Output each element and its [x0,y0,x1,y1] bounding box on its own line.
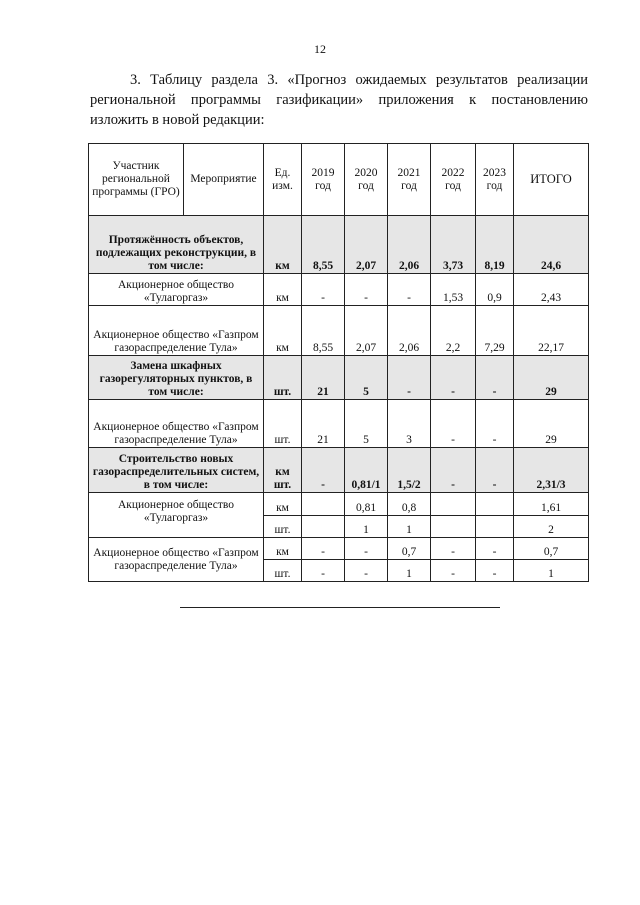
table-row [89,400,589,448]
row-total: 2 [514,516,589,538]
row-2020: - [345,560,388,582]
row-2020: - [345,538,388,560]
table-row [89,216,589,274]
row-2022: - [431,400,476,448]
row-2020: 2,07 [345,306,388,356]
table-row [89,356,589,400]
row-name: Акционерное общество «Газпром газораспределение Тула» [89,538,264,582]
row-2019: - [302,560,345,582]
row-unit: км шт. [264,448,302,493]
row-name: Акционерное общество «Газпром газораспределение Тула» [89,306,264,356]
header-unit: Ед. изм. [264,144,302,216]
row-name: Замена шкафных газорегуляторных пунктов, в том числе: [89,356,264,400]
row-2020: 5 [345,356,388,400]
row-2022: - [431,560,476,582]
row-name: Акционерное общество «Тулагоргаз» [89,274,264,306]
row-2023: - [476,560,514,582]
row-unit: шт. [264,560,302,582]
row-2022 [431,516,476,538]
row-2023: - [476,400,514,448]
row-2021: - [388,356,431,400]
row-name: Акционерное общество «Газпром газораспределение Тула» [89,400,264,448]
header-measure: Мероприятие [184,144,264,216]
row-2021: 2,06 [388,216,431,274]
row-2023: 8,19 [476,216,514,274]
row-2022: - [431,356,476,400]
row-2019: 21 [302,400,345,448]
intro-paragraph: 3. Таблицу раздела 3. «Прогноз ожидаемых результатов реализации региональной программы газификации» приложения к постановлению изложить в новой редакции: [90,72,588,128]
header-total: ИТОГО [514,144,589,216]
row-total: 1,61 [514,493,589,516]
row-2020: 0,81 [345,493,388,516]
row-2021: 1,5/2 [388,448,431,493]
header-2022: 2022 год [431,144,476,216]
row-2020: 5 [345,400,388,448]
row-total: 0,7 [514,538,589,560]
row-2021: 2,06 [388,306,431,356]
table-header-row [89,144,589,216]
header-2019: 2019 год [302,144,345,216]
row-2019: 8,55 [302,216,345,274]
row-unit: шт. [264,516,302,538]
row-2019: - [302,538,345,560]
row-unit: км [264,306,302,356]
row-unit: км [264,216,302,274]
row-2019: - [302,448,345,493]
row-2021: 1 [388,560,431,582]
row-2023: - [476,356,514,400]
row-2021: 3 [388,400,431,448]
row-total: 29 [514,400,589,448]
row-2023: 0,9 [476,274,514,306]
row-2021: 1 [388,516,431,538]
row-unit: шт. [264,400,302,448]
row-unit: км [264,274,302,306]
row-2019: 21 [302,356,345,400]
row-total: 2,43 [514,274,589,306]
row-2022 [431,493,476,516]
row-2023: - [476,538,514,560]
row-2019 [302,493,345,516]
row-2020: 1 [345,516,388,538]
row-2023: 7,29 [476,306,514,356]
row-2022: 3,73 [431,216,476,274]
row-total: 29 [514,356,589,400]
row-unit: км [264,493,302,516]
row-2021: - [388,274,431,306]
row-total: 22,17 [514,306,589,356]
row-2019 [302,516,345,538]
page-number: 12 [314,42,326,56]
row-2021: 0,7 [388,538,431,560]
row-2019: - [302,274,345,306]
row-2022: - [431,448,476,493]
table-row [89,493,589,516]
row-total: 1 [514,560,589,582]
row-2022: 1,53 [431,274,476,306]
header-2023: 2023 год [476,144,514,216]
table-row [89,538,589,560]
row-total: 24,6 [514,216,589,274]
row-2023: - [476,448,514,493]
row-name: Строительство новых газораспределительных систем, в том числе: [89,448,264,493]
header-2021: 2021 год [388,144,431,216]
row-unit: шт. [264,356,302,400]
separator-line [180,607,500,608]
row-2022: - [431,538,476,560]
table-row [89,274,589,306]
row-2023 [476,516,514,538]
row-2022: 2,2 [431,306,476,356]
table-row [89,448,589,493]
row-name: Протяжённость объектов, подлежащих реконструкции, в том числе: [89,216,264,274]
header-2020: 2020 год [345,144,388,216]
header-participant: Участник региональной программы (ГРО) [89,144,184,216]
row-total: 2,31/3 [514,448,589,493]
row-2020: 2,07 [345,216,388,274]
row-2021: 0,8 [388,493,431,516]
row-2020: 0,81/1 [345,448,388,493]
row-unit: км [264,538,302,560]
table-row [89,306,589,356]
row-2019: 8,55 [302,306,345,356]
row-2023 [476,493,514,516]
row-2020: - [345,274,388,306]
row-name: Акционерное общество «Тулагоргаз» [89,493,264,538]
results-table [88,143,589,582]
